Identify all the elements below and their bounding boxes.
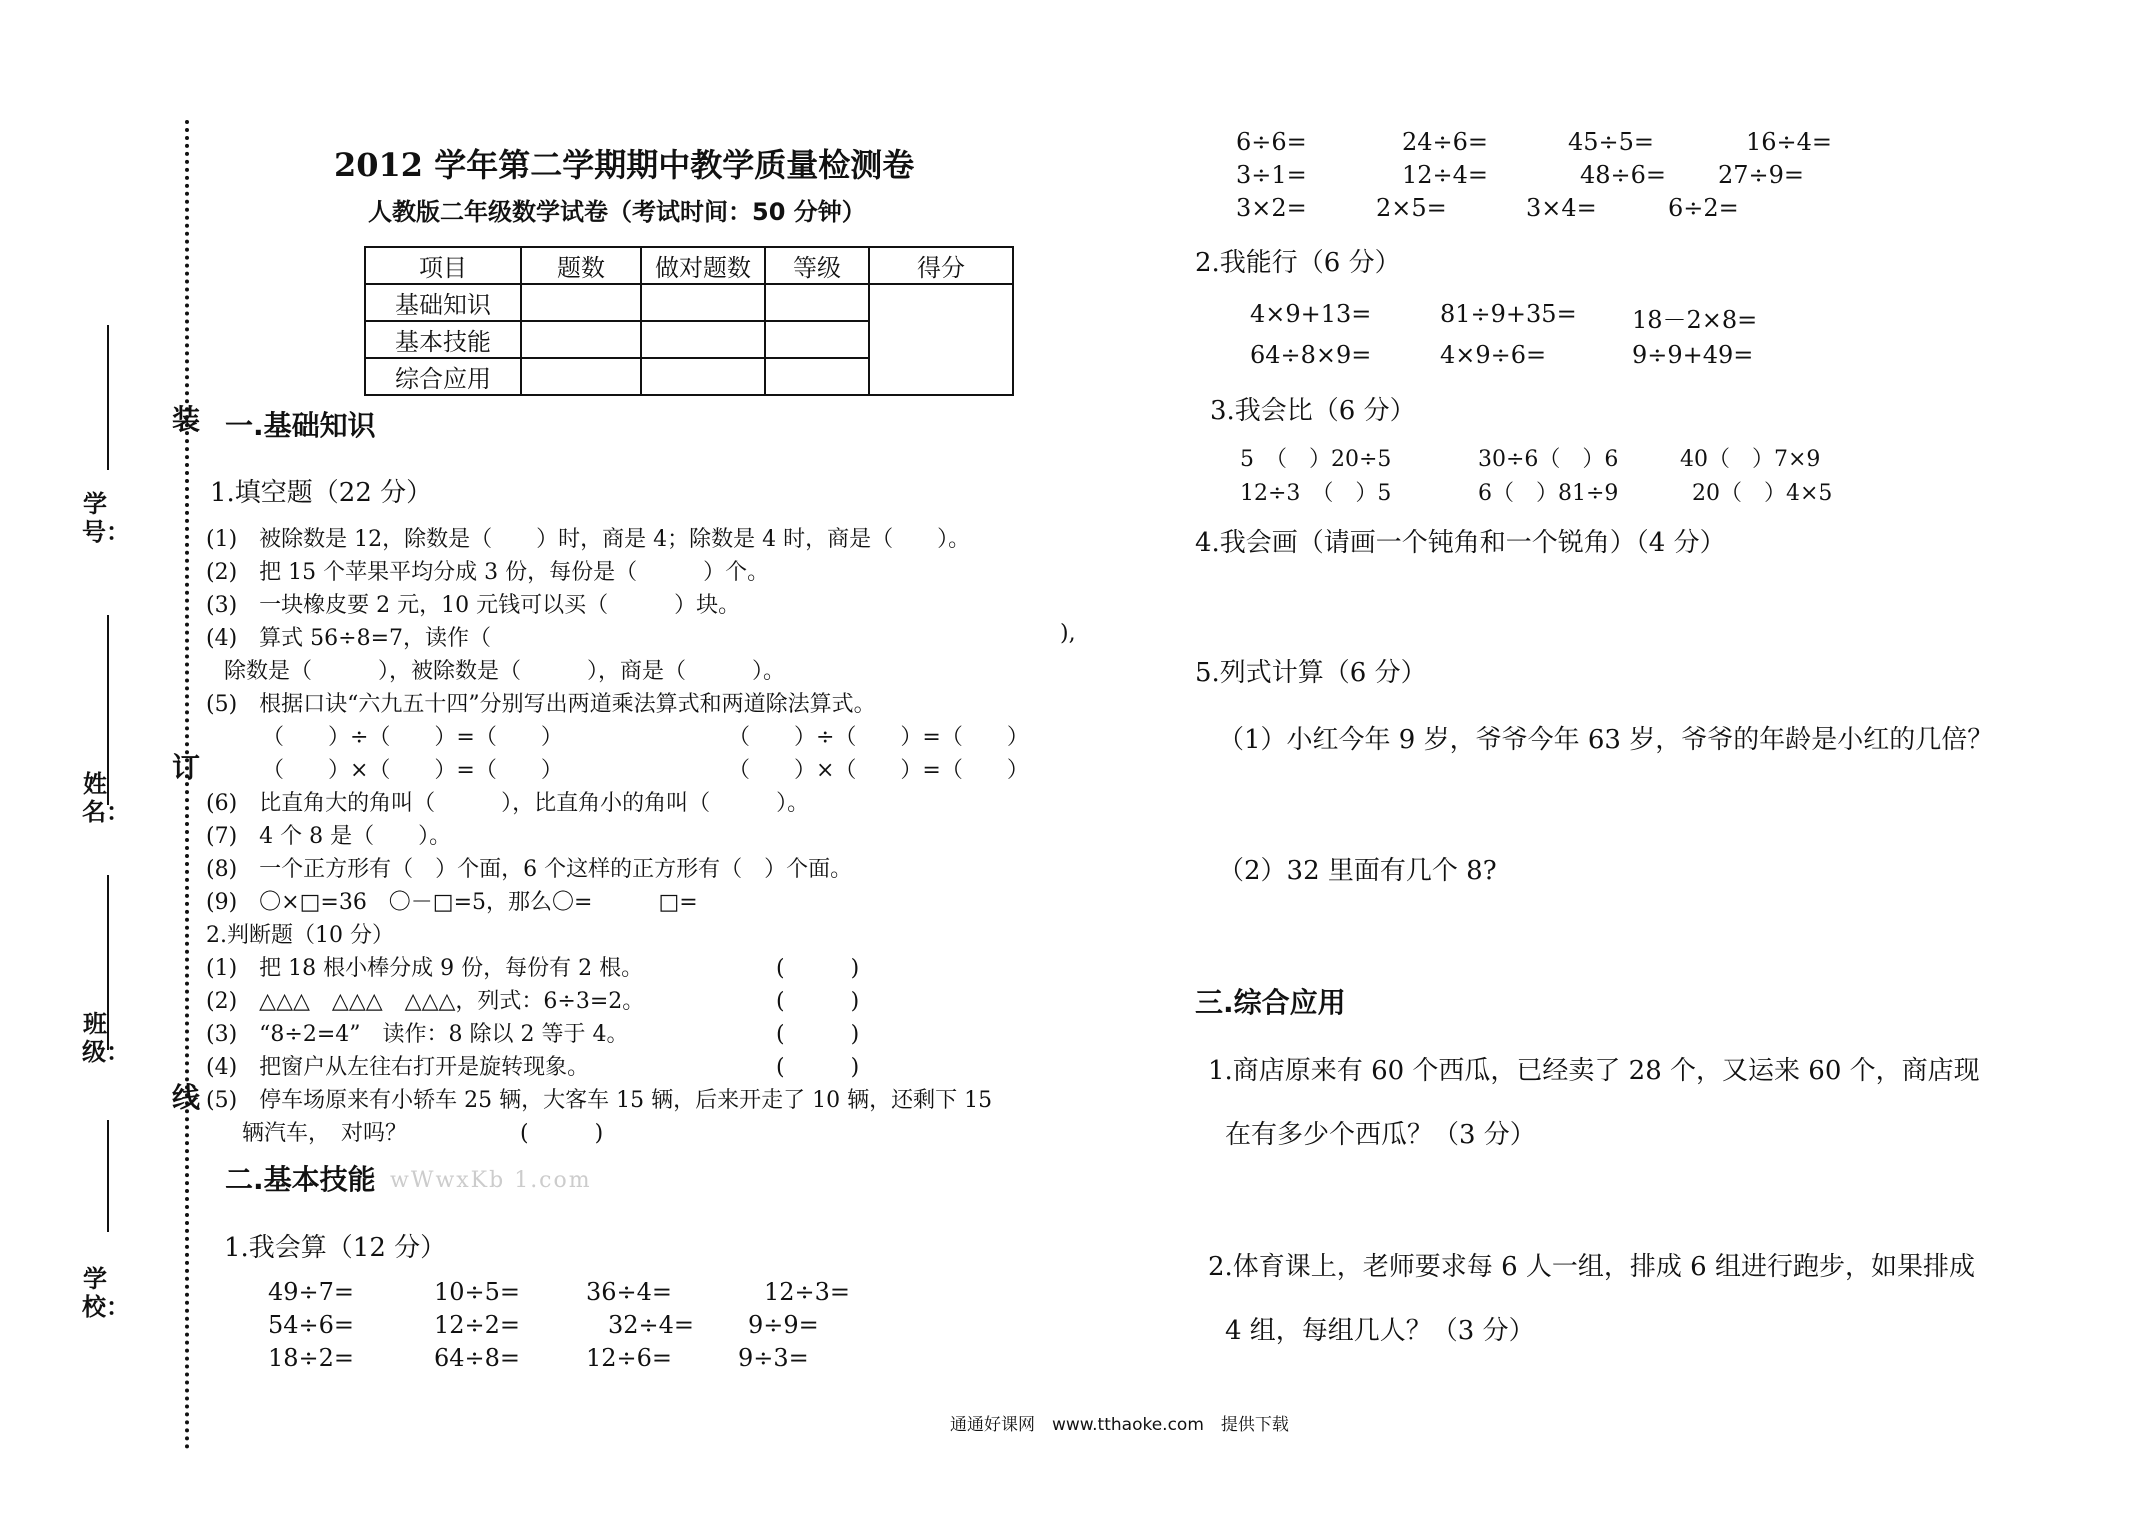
q3-1-1: 5 （ ）20÷5	[1240, 447, 1392, 472]
q3-2-3: 20（ ）4×5	[1692, 481, 1833, 506]
section-basic-skills: 二.基本技能	[225, 1163, 376, 1196]
fill-item-6: (6) 比直角大的角叫（ ），比直角小的角叫（ ）。	[206, 791, 810, 816]
calc-cont-1-2: 24÷6=	[1402, 128, 1489, 156]
calc-title: 1.我会算（12 分）	[224, 1233, 447, 1263]
judge-paren-3: ( )	[776, 1022, 860, 1047]
fill-blank-title: 1.填空题（22 分）	[210, 478, 433, 508]
calc-2-2: 12÷2=	[434, 1311, 521, 1339]
calc-cont-2-1: 3÷1=	[1236, 161, 1307, 189]
calc-3-4: 9÷3=	[738, 1344, 809, 1372]
judge-title: 2.判断题（10 分）	[206, 923, 394, 948]
class-label: 班级：	[82, 1010, 130, 1066]
calc-cont-1-1: 6÷6=	[1236, 128, 1307, 156]
calc-2-3: 32÷4=	[608, 1311, 695, 1339]
score-cell	[521, 284, 641, 321]
q2-1-2: 81÷9+35=	[1440, 300, 1577, 328]
fill-item-7: (7) 4 个 8 是（ ）。	[206, 824, 452, 849]
fill-item-4: (4) 算式 56÷8=7，读作（	[206, 626, 492, 651]
score-table	[364, 246, 1014, 396]
calc-1-1: 49÷7=	[268, 1278, 355, 1306]
q3-2-1: 12÷3 （ ）5	[1240, 481, 1392, 506]
fill-item-5: (5) 根据口诀“六九五十四”分别写出两道乘法算式和两道除法算式。	[206, 692, 876, 717]
row-label-application: 综合应用	[365, 358, 521, 395]
q4-title: 4.我会画（请画一个钝角和一个锐角）（4 分）	[1195, 528, 1726, 558]
fill-item-5-div-a: （ ）÷（ ）=（ ）	[262, 725, 563, 750]
q3-2-2: 6（ ）81÷9	[1478, 481, 1619, 506]
calc-3-3: 12÷6=	[586, 1344, 673, 1372]
calc-3-2: 64÷8=	[434, 1344, 521, 1372]
fill-item-2: (2) 把 15 个苹果平均分成 3 份，每份是（ ）个。	[206, 560, 770, 585]
calc-cont-1-4: 16÷4=	[1746, 128, 1833, 156]
judge-item-4: (4) 把窗户从左往右打开是旋转现象。	[206, 1055, 590, 1080]
score-cell	[641, 321, 765, 358]
binder-char-ding: 订	[172, 751, 201, 784]
score-cell	[641, 358, 765, 395]
app-q1-line2: 在有多少个西瓜？（3 分）	[1225, 1120, 1536, 1150]
calc-2-4: 9÷9=	[748, 1311, 819, 1339]
app-q1-line1: 1.商店原来有 60 个西瓜，已经卖了 28 个，又运来 60 个，商店现	[1208, 1056, 1980, 1086]
q2-2-1: 64÷8×9=	[1250, 341, 1372, 369]
judge-paren-1: ( )	[776, 956, 860, 981]
judge-item-3: (3) “8÷2=4” 读作：8 除以 2 等于 4。	[206, 1022, 629, 1047]
calc-cont-3-1: 3×2=	[1236, 194, 1307, 222]
total-score-cell	[869, 284, 1013, 395]
calc-cont-1-3: 45÷5=	[1568, 128, 1655, 156]
exam-title: 2012 学年第二学期期中教学质量检测卷	[334, 146, 915, 184]
score-cell	[521, 321, 641, 358]
score-cell	[765, 321, 869, 358]
q5-item-1: （1）小红今年 9 岁，爷爷今年 63 岁，爷爷的年龄是小红的几倍？	[1218, 725, 1994, 755]
score-cell	[765, 358, 869, 395]
q2-title: 2.我能行（6 分）	[1195, 248, 1401, 278]
judge-paren-4: ( )	[776, 1055, 860, 1080]
fill-item-5-div-b: （ ）÷（ ）=（ ）	[728, 725, 1029, 750]
calc-cont-2-4: 27÷9=	[1718, 161, 1805, 189]
score-cell	[765, 284, 869, 321]
row-label-skills: 基本技能	[365, 321, 521, 358]
calc-1-2: 10÷5=	[434, 1278, 521, 1306]
footer-credit: 通通好课网 www.tthaoke.com 提供下载	[950, 1415, 1289, 1435]
q3-title: 3.我会比（6 分）	[1210, 396, 1416, 426]
exam-subtitle: 人教版二年级数学试卷（考试时间：50 分钟）	[368, 198, 866, 226]
judge-paren-5: ( )	[520, 1121, 604, 1146]
judge-item-2: (2) △△△ △△△ △△△，列式：6÷3=2。	[206, 989, 645, 1014]
fill-item-4-close: ),	[1060, 621, 1076, 646]
calc-cont-3-3: 3×4=	[1526, 194, 1597, 222]
school-label: 学校：	[82, 1265, 130, 1321]
calc-1-3: 36÷4=	[586, 1278, 673, 1306]
row-label-basic: 基础知识	[365, 284, 521, 321]
fill-item-5-mul-b: （ ）×（ ）=（ ）	[728, 758, 1029, 783]
judge-paren-2: ( )	[776, 989, 860, 1014]
section-basic-knowledge: 一.基础知识	[225, 409, 376, 442]
school-line	[107, 1120, 109, 1232]
q5-item-2: （2）32 里面有几个 8?	[1218, 856, 1497, 886]
calc-cont-3-2: 2×5=	[1376, 194, 1447, 222]
header-cell-count: 题数	[521, 247, 641, 284]
watermark-text: wWwxKb 1.com	[390, 1168, 592, 1193]
q2-2-3: 9÷9+49=	[1632, 341, 1754, 369]
section-application: 三.综合应用	[1195, 986, 1346, 1019]
fill-item-1: (1) 被除数是 12，除数是（ ）时，商是 4；除数是 4 时，商是（ ）。	[206, 527, 971, 552]
name-label: 姓名：	[82, 770, 130, 826]
q2-2-2: 4×9÷6=	[1440, 341, 1547, 369]
fill-item-9: (9) 〇×□=36 〇－□=5，那么〇= □=	[206, 890, 698, 915]
calc-3-1: 18÷2=	[268, 1344, 355, 1372]
score-cell	[521, 358, 641, 395]
student-id-label: 学号：	[82, 490, 130, 546]
judge-item-5-line2: 辆汽车， 对吗？	[242, 1121, 408, 1146]
header-cell-item: 项目	[365, 247, 521, 284]
q2-1-1: 4×9+13=	[1250, 300, 1372, 328]
calc-cont-2-2: 12÷4=	[1402, 161, 1489, 189]
header-cell-grade: 等级	[765, 247, 869, 284]
score-cell	[641, 284, 765, 321]
q5-title: 5.列式计算（6 分）	[1195, 658, 1427, 688]
calc-2-1: 54÷6=	[268, 1311, 355, 1339]
fill-item-3: (3) 一块橡皮要 2 元，10 元钱可以买（ ）块。	[206, 593, 741, 618]
calc-1-4: 12÷3=	[764, 1278, 851, 1306]
judge-item-5: (5) 停车场原来有小轿车 25 辆，大客车 15 辆，后来开走了 10 辆，还剩下 15	[206, 1088, 993, 1113]
fill-item-5-mul-a: （ ）×（ ）=（ ）	[262, 758, 563, 783]
header-cell-correct: 做对题数	[641, 247, 765, 284]
fill-item-8: (8) 一个正方形有（ ）个面，6 个这样的正方形有（ ）个面。	[206, 857, 853, 882]
q3-1-2: 30÷6（ ）6	[1478, 447, 1619, 472]
header-cell-score: 得分	[869, 247, 1013, 284]
app-q2-line1: 2.体育课上，老师要求每 6 人一组，排成 6 组进行跑步，如果排成	[1208, 1252, 1975, 1282]
binder-char-zhuang: 装	[172, 403, 201, 436]
q3-1-3: 40（ ）7×9	[1680, 447, 1821, 472]
binder-char-xian: 线	[172, 1081, 201, 1114]
q2-1-3: 18－2×8=	[1632, 306, 1758, 334]
student-id-line	[107, 325, 109, 470]
fill-item-4-line2: 除数是（ ），被除数是（ ），商是（ ）。	[224, 659, 786, 684]
app-q2-line2: 4 组，每组几人？（3 分）	[1225, 1316, 1535, 1346]
judge-item-1: (1) 把 18 根小棒分成 9 份，每份有 2 根。	[206, 956, 644, 981]
calc-cont-3-4: 6÷2=	[1668, 194, 1739, 222]
calc-cont-2-3: 48÷6=	[1580, 161, 1667, 189]
